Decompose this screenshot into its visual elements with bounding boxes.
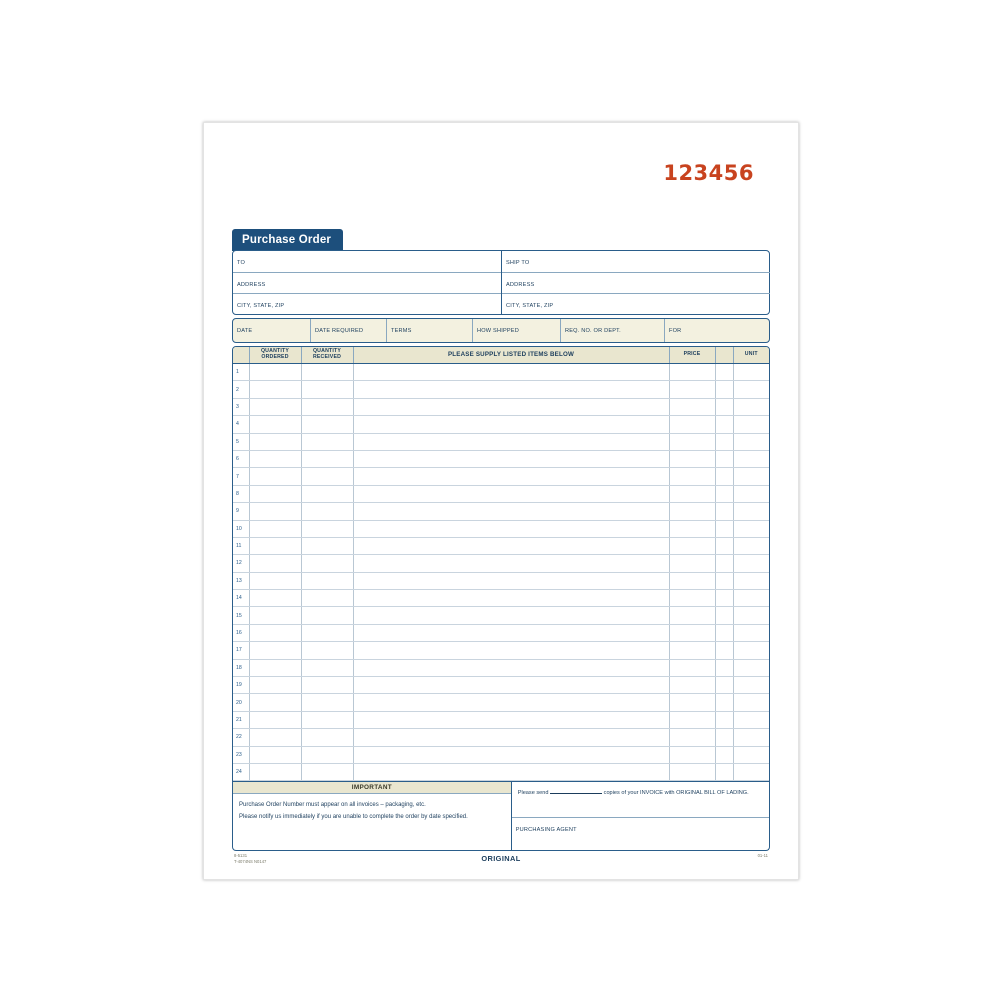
cell-quantity-ordered[interactable] — [249, 624, 301, 641]
header-row-no — [233, 347, 249, 364]
cell-price[interactable] — [669, 729, 715, 746]
address-label: ADDRESS — [237, 281, 266, 288]
cell-quantity-received[interactable] — [301, 398, 353, 415]
footer-codes — [232, 853, 770, 867]
cell-quantity-received[interactable] — [301, 450, 353, 467]
cell-unit[interactable] — [733, 450, 769, 467]
form-code-right: 01-11 — [757, 853, 768, 859]
row-number-cell: 20 — [233, 694, 249, 711]
cell-price[interactable] — [669, 520, 715, 537]
cell-description[interactable] — [353, 677, 669, 694]
invoice-block — [512, 782, 769, 850]
cell-price-cents[interactable] — [715, 694, 733, 711]
cell-quantity-ordered[interactable] — [249, 642, 301, 659]
header-price: PRICE — [669, 347, 715, 364]
send-prefix: Please send — [517, 790, 549, 797]
row-number-cell: 3 — [233, 398, 249, 415]
table-row[interactable] — [233, 711, 769, 728]
cell-unit[interactable] — [733, 503, 769, 520]
cell-description[interactable] — [353, 381, 669, 398]
row-number-cell: 14 — [233, 590, 249, 607]
table-row[interactable] — [233, 485, 769, 502]
cell-unit[interactable] — [733, 677, 769, 694]
cell-description[interactable] — [353, 537, 669, 554]
table-row[interactable] — [233, 555, 769, 572]
cell-unit[interactable] — [733, 711, 769, 728]
address-block — [232, 250, 770, 315]
items-table-container — [232, 346, 770, 782]
cell-quantity-received[interactable] — [301, 555, 353, 572]
row-number-cell: 15 — [233, 607, 249, 624]
cell-description[interactable] — [353, 468, 669, 485]
ship-city-state-zip-label: CITY, STATE, ZIP — [506, 303, 554, 310]
table-row[interactable] — [233, 624, 769, 641]
row-number-cell: 21 — [233, 711, 249, 728]
header-quantity-ordered-line2: ORDERED — [261, 354, 289, 360]
purchasing-agent-field[interactable] — [512, 817, 769, 850]
cell-price[interactable] — [669, 677, 715, 694]
cell-quantity-received[interactable] — [301, 468, 353, 485]
field-ship-address[interactable] — [502, 273, 770, 295]
cell-description[interactable] — [353, 450, 669, 467]
cell-quantity-received[interactable] — [301, 763, 353, 780]
meta-field-date-required[interactable] — [311, 319, 387, 342]
cell-unit[interactable] — [733, 468, 769, 485]
header-quantity-received-line1: QUANTITY — [312, 348, 342, 355]
cell-unit[interactable] — [733, 729, 769, 746]
header-price-cents — [715, 347, 733, 364]
cell-description[interactable] — [353, 711, 669, 728]
cell-price[interactable] — [669, 711, 715, 728]
cell-unit[interactable] — [733, 485, 769, 502]
row-number-cell: 16 — [233, 624, 249, 641]
important-heading: IMPORTANT — [233, 782, 511, 794]
header-quantity-ordered-line1: QUANTITY — [260, 348, 290, 355]
cell-price[interactable] — [669, 624, 715, 641]
cell-price[interactable] — [669, 572, 715, 589]
cell-price-cents[interactable] — [715, 520, 733, 537]
ship-to-label: SHIP TO — [506, 260, 530, 266]
purchasing-agent-label: PURCHASING AGENT — [515, 827, 577, 834]
send-copies-input[interactable] — [550, 793, 602, 794]
cell-quantity-received[interactable] — [301, 729, 353, 746]
cell-quantity-ordered[interactable] — [249, 677, 301, 694]
cell-description[interactable] — [353, 416, 669, 433]
row-number-cell: 1 — [233, 364, 249, 381]
table-row[interactable] — [233, 381, 769, 398]
table-row[interactable] — [233, 433, 769, 450]
important-line-1: Purchase Order Number must appear on all invoices – packaging, etc. — [239, 802, 426, 809]
table-row[interactable] — [233, 572, 769, 589]
ship-address-label: ADDRESS — [506, 281, 535, 288]
row-number-cell: 17 — [233, 642, 249, 659]
cell-price-cents[interactable] — [715, 677, 733, 694]
cell-quantity-received[interactable] — [301, 694, 353, 711]
cell-quantity-received[interactable] — [301, 537, 353, 554]
items-table-header-row — [233, 347, 769, 364]
cell-unit[interactable] — [733, 398, 769, 415]
table-row[interactable] — [233, 659, 769, 676]
cell-price-cents[interactable] — [715, 659, 733, 676]
cell-quantity-received[interactable] — [301, 433, 353, 450]
cell-price[interactable] — [669, 537, 715, 554]
meta-field-label: TERMS — [391, 328, 412, 334]
cell-quantity-received[interactable] — [301, 711, 353, 728]
cell-unit[interactable] — [733, 694, 769, 711]
cell-unit[interactable] — [733, 555, 769, 572]
cell-unit[interactable] — [733, 607, 769, 624]
cell-quantity-received[interactable] — [301, 659, 353, 676]
cell-price-cents[interactable] — [715, 485, 733, 502]
cell-price-cents[interactable] — [715, 555, 733, 572]
row-number-cell: 13 — [233, 572, 249, 589]
cell-quantity-ordered[interactable] — [249, 694, 301, 711]
row-number-cell: 9 — [233, 503, 249, 520]
cell-quantity-received[interactable] — [301, 485, 353, 502]
cell-quantity-ordered[interactable] — [249, 607, 301, 624]
cell-price-cents[interactable] — [715, 711, 733, 728]
cell-quantity-ordered[interactable] — [249, 364, 301, 381]
cell-price-cents[interactable] — [715, 468, 733, 485]
cell-quantity-received[interactable] — [301, 642, 353, 659]
cell-quantity-received[interactable] — [301, 572, 353, 589]
cell-quantity-ordered[interactable] — [249, 537, 301, 554]
cell-description[interactable] — [353, 572, 669, 589]
cell-description[interactable] — [353, 398, 669, 415]
cell-quantity-received[interactable] — [301, 590, 353, 607]
cell-price-cents[interactable] — [715, 381, 733, 398]
meta-field-how-shipped[interactable] — [473, 319, 561, 342]
cell-quantity-received[interactable] — [301, 520, 353, 537]
cell-quantity-received[interactable] — [301, 746, 353, 763]
original-label: ORIGINAL — [481, 854, 521, 864]
table-row[interactable] — [233, 607, 769, 624]
cell-quantity-ordered[interactable] — [249, 398, 301, 415]
cell-unit[interactable] — [733, 642, 769, 659]
cell-description[interactable] — [353, 763, 669, 780]
city-state-zip-label: CITY, STATE, ZIP — [237, 303, 285, 310]
table-row[interactable] — [233, 694, 769, 711]
cell-unit[interactable] — [733, 381, 769, 398]
table-row[interactable] — [233, 746, 769, 763]
cell-quantity-ordered[interactable] — [249, 416, 301, 433]
items-table — [233, 347, 769, 781]
table-row[interactable] — [233, 364, 769, 381]
row-number-cell: 4 — [233, 416, 249, 433]
cell-price-cents[interactable] — [715, 590, 733, 607]
meta-field-label: FOR — [669, 328, 682, 334]
cell-price[interactable] — [669, 398, 715, 415]
cell-price-cents[interactable] — [715, 746, 733, 763]
cell-unit[interactable] — [733, 537, 769, 554]
purchase-order-form — [220, 141, 782, 865]
cell-unit[interactable] — [733, 624, 769, 641]
cell-price-cents[interactable] — [715, 572, 733, 589]
table-row[interactable] — [233, 677, 769, 694]
field-address[interactable] — [233, 273, 501, 295]
row-number-cell: 12 — [233, 555, 249, 572]
page-title: Purchase Order — [232, 229, 343, 251]
cell-price[interactable] — [669, 450, 715, 467]
cell-price-cents[interactable] — [715, 450, 733, 467]
cell-price[interactable] — [669, 364, 715, 381]
cell-price[interactable] — [669, 485, 715, 502]
table-row[interactable] — [233, 590, 769, 607]
cell-price-cents[interactable] — [715, 503, 733, 520]
cell-quantity-ordered[interactable] — [249, 485, 301, 502]
cell-price-cents[interactable] — [715, 763, 733, 780]
cell-quantity-received[interactable] — [301, 416, 353, 433]
cell-price[interactable] — [669, 503, 715, 520]
cell-description[interactable] — [353, 659, 669, 676]
cell-description[interactable] — [353, 555, 669, 572]
cell-price[interactable] — [669, 433, 715, 450]
cell-quantity-received[interactable] — [301, 364, 353, 381]
cell-quantity-received[interactable] — [301, 607, 353, 624]
row-number-cell: 24 — [233, 763, 249, 780]
cell-unit[interactable] — [733, 433, 769, 450]
address-column-to — [233, 251, 501, 314]
cell-unit[interactable] — [733, 763, 769, 780]
table-row[interactable] — [233, 503, 769, 520]
cell-description[interactable] — [353, 520, 669, 537]
cell-quantity-ordered[interactable] — [249, 659, 301, 676]
cell-quantity-ordered[interactable] — [249, 503, 301, 520]
cell-description[interactable] — [353, 746, 669, 763]
cell-price[interactable] — [669, 746, 715, 763]
header-quantity-ordered — [249, 347, 301, 364]
row-number-cell: 8 — [233, 485, 249, 502]
cell-price-cents[interactable] — [715, 364, 733, 381]
row-number-cell: 2 — [233, 381, 249, 398]
cell-quantity-received[interactable] — [301, 503, 353, 520]
cell-price[interactable] — [669, 590, 715, 607]
important-body — [233, 794, 511, 850]
cell-quantity-ordered[interactable] — [249, 468, 301, 485]
field-city-state-zip[interactable] — [233, 294, 501, 316]
cell-unit[interactable] — [733, 364, 769, 381]
cell-unit[interactable] — [733, 416, 769, 433]
cell-unit[interactable] — [733, 590, 769, 607]
cell-price-cents[interactable] — [715, 607, 733, 624]
row-number-cell: 22 — [233, 729, 249, 746]
form-code-left-2: T-4074NS N0147 — [234, 859, 267, 865]
cell-price-cents[interactable] — [715, 642, 733, 659]
meta-field-date[interactable] — [233, 319, 311, 342]
cell-unit[interactable] — [733, 520, 769, 537]
row-number-cell: 23 — [233, 746, 249, 763]
table-row[interactable] — [233, 729, 769, 746]
form-code-left-1: 8-5131 — [234, 853, 248, 859]
items-table-body — [233, 364, 769, 781]
cell-price-cents[interactable] — [715, 624, 733, 641]
meta-field-req-no-or-dept[interactable] — [561, 319, 665, 342]
cell-quantity-ordered[interactable] — [249, 572, 301, 589]
cell-description[interactable] — [353, 624, 669, 641]
row-number-cell: 19 — [233, 677, 249, 694]
table-row[interactable] — [233, 537, 769, 554]
cell-price[interactable] — [669, 607, 715, 624]
meta-field-label: DATE REQUIRED — [315, 328, 364, 334]
cell-quantity-ordered[interactable] — [249, 555, 301, 572]
cell-unit[interactable] — [733, 572, 769, 589]
cell-quantity-received[interactable] — [301, 677, 353, 694]
send-copies-line — [512, 782, 769, 797]
cell-unit[interactable] — [733, 659, 769, 676]
form-footer — [232, 782, 770, 851]
field-ship-city-state-zip[interactable] — [502, 294, 770, 316]
cell-description[interactable] — [353, 364, 669, 381]
cell-description[interactable] — [353, 433, 669, 450]
cell-price[interactable] — [669, 468, 715, 485]
cell-description[interactable] — [353, 590, 669, 607]
cell-unit[interactable] — [733, 746, 769, 763]
cell-price[interactable] — [669, 555, 715, 572]
header-unit: UNIT — [733, 347, 769, 364]
form-body — [232, 250, 770, 867]
field-to[interactable] — [233, 251, 501, 273]
address-column-ship-to — [501, 251, 770, 314]
cell-description[interactable] — [353, 503, 669, 520]
row-number-cell: 6 — [233, 450, 249, 467]
cell-price-cents[interactable] — [715, 729, 733, 746]
cell-quantity-ordered[interactable] — [249, 520, 301, 537]
cell-quantity-ordered[interactable] — [249, 729, 301, 746]
cell-description[interactable] — [353, 485, 669, 502]
cell-price[interactable] — [669, 642, 715, 659]
cell-quantity-ordered[interactable] — [249, 763, 301, 780]
cell-quantity-ordered[interactable] — [249, 433, 301, 450]
meta-field-terms[interactable] — [387, 319, 473, 342]
cell-quantity-ordered[interactable] — [249, 450, 301, 467]
cell-price[interactable] — [669, 694, 715, 711]
cell-price[interactable] — [669, 416, 715, 433]
cell-price-cents[interactable] — [715, 433, 733, 450]
meta-field-label: HOW SHIPPED — [477, 328, 519, 334]
row-number-cell: 11 — [233, 537, 249, 554]
table-row[interactable] — [233, 763, 769, 780]
to-label: TO — [237, 260, 246, 266]
cell-price[interactable] — [669, 381, 715, 398]
cell-quantity-ordered[interactable] — [249, 711, 301, 728]
cell-description[interactable] — [353, 729, 669, 746]
cell-price[interactable] — [669, 659, 715, 676]
cell-quantity-ordered[interactable] — [249, 590, 301, 607]
meta-field-label: REQ. NO. OR DEPT. — [565, 328, 621, 334]
send-suffix: copies of your INVOICE with ORIGINAL BILL OF LADING. — [603, 790, 749, 797]
cell-price[interactable] — [669, 763, 715, 780]
table-row[interactable] — [233, 642, 769, 659]
cell-description[interactable] — [353, 642, 669, 659]
cell-quantity-received[interactable] — [301, 624, 353, 641]
table-row[interactable] — [233, 398, 769, 415]
row-number-cell: 10 — [233, 520, 249, 537]
cell-description[interactable] — [353, 607, 669, 624]
row-number-cell: 7 — [233, 468, 249, 485]
cell-price-cents[interactable] — [715, 537, 733, 554]
serial-number: 123456 — [663, 161, 754, 185]
paper-sheet — [203, 122, 799, 880]
field-ship-to[interactable] — [502, 251, 770, 273]
meta-row — [232, 318, 770, 343]
meta-field-label: DATE — [237, 328, 253, 334]
important-block — [233, 782, 512, 850]
cell-quantity-ordered[interactable] — [249, 746, 301, 763]
table-row[interactable] — [233, 520, 769, 537]
important-line-2: Please notify us immediately if you are unable to complete the order by date specified. — [239, 813, 468, 820]
cell-description[interactable] — [353, 694, 669, 711]
table-row[interactable] — [233, 468, 769, 485]
row-number-cell: 5 — [233, 433, 249, 450]
cell-price-cents[interactable] — [715, 416, 733, 433]
meta-field-for[interactable] — [665, 319, 769, 342]
table-row[interactable] — [233, 416, 769, 433]
header-quantity-received-line2: RECEIVED — [312, 354, 342, 360]
header-description: PLEASE SUPPLY LISTED ITEMS BELOW — [353, 347, 669, 364]
cell-price-cents[interactable] — [715, 398, 733, 415]
cell-quantity-ordered[interactable] — [249, 381, 301, 398]
row-number-cell: 18 — [233, 659, 249, 676]
header-quantity-received — [301, 347, 353, 364]
table-row[interactable] — [233, 450, 769, 467]
cell-quantity-received[interactable] — [301, 381, 353, 398]
